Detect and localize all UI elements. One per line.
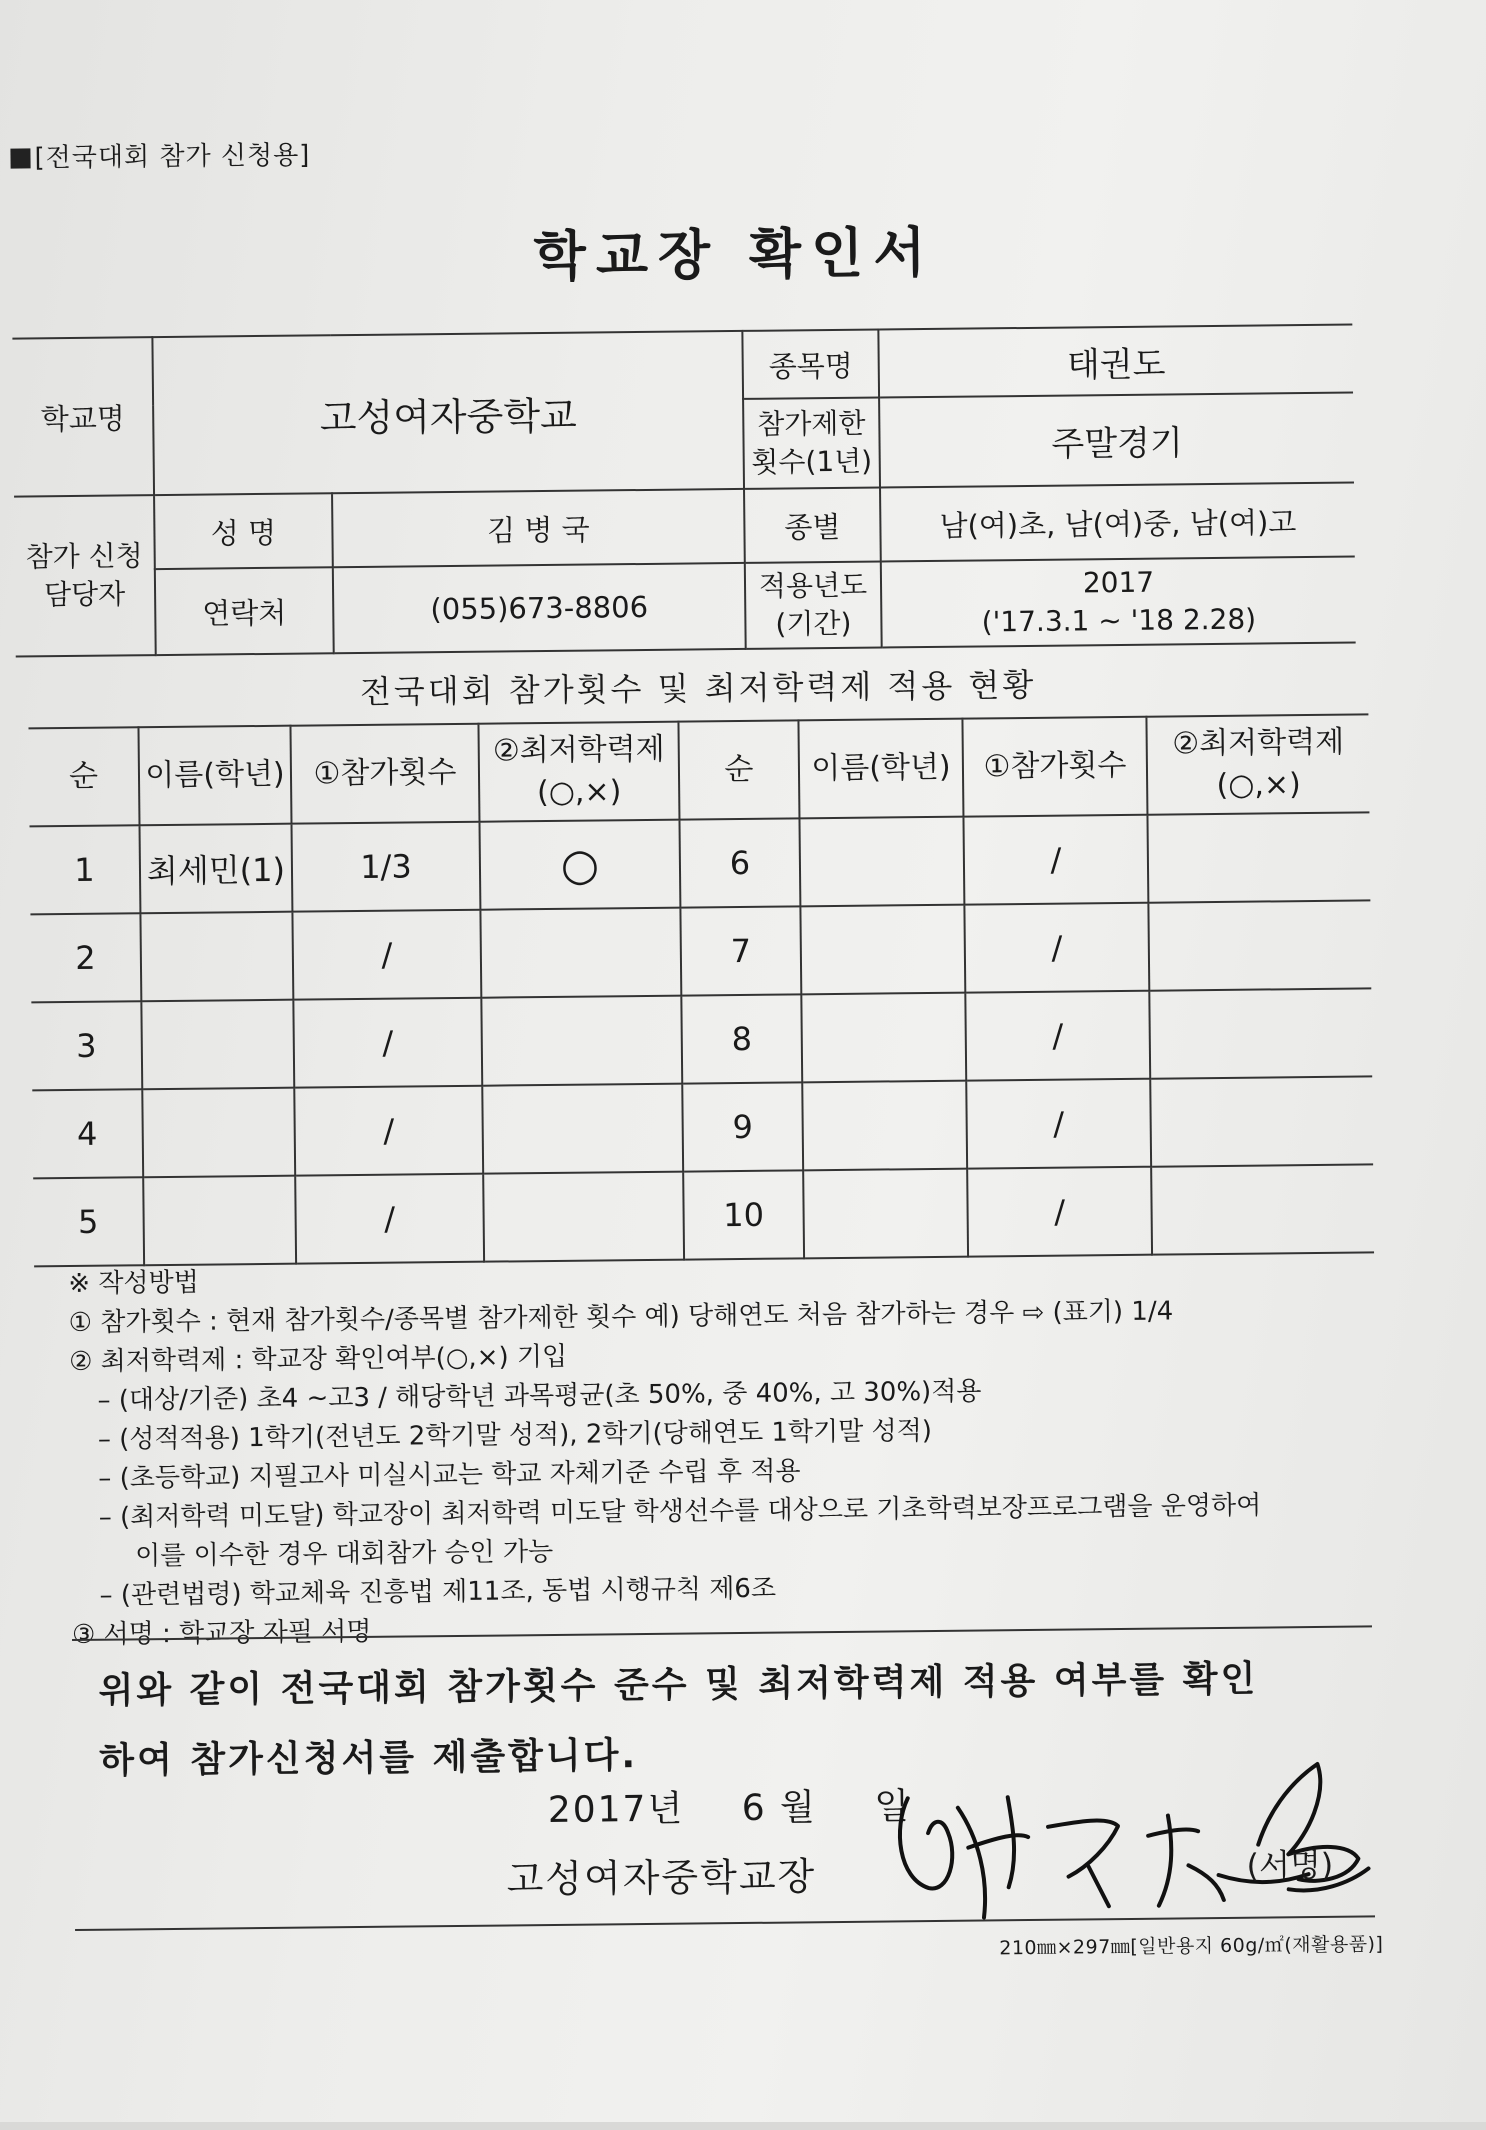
limit-value: 주말경기 xyxy=(879,393,1354,488)
row-count: / xyxy=(295,1174,484,1264)
square-bullet-icon xyxy=(10,148,30,168)
note-2-sub-5: – (관련법령) 학교체육 진흥법 제11조, 동법 시행규칙 제6조 xyxy=(99,1573,777,1611)
statement-line-2: 하여 참가신청서를 제출합니다. xyxy=(99,1735,639,1782)
note-2: ② 최저학력제 : 학교장 확인여부(○,×) 기입 xyxy=(68,1341,568,1378)
document-title: 학교장 확인서 xyxy=(533,220,936,289)
note-2-sub-3: – (초등학교) 지필고사 미실시교는 학교 자체기준 수립 후 적용 xyxy=(98,1456,801,1494)
status-caption: 전국대회 참가횟수 및 최저학력제 적용 현황 xyxy=(28,645,1369,728)
row-mark xyxy=(1147,812,1370,902)
row-mark xyxy=(1148,900,1371,990)
row-count: / xyxy=(965,991,1150,1081)
year-value: 2017 xyxy=(1082,565,1155,600)
instructions xyxy=(68,1251,1392,1655)
category-label: 종별 xyxy=(744,488,881,563)
row-mark xyxy=(480,908,681,998)
row-mark xyxy=(483,1172,684,1262)
date-month: 6 월 xyxy=(741,1787,818,1830)
table-row xyxy=(33,1164,1374,1266)
note-2-sub-1: – (대상/기준) 초4 ~고3 / 해당학년 과목평균(초 50%, 중 40%, 고 30%)적용 xyxy=(97,1376,982,1416)
row-count: / xyxy=(294,1086,483,1176)
status-table xyxy=(28,645,1374,1267)
row-no: 10 xyxy=(683,1170,804,1259)
name-label: 성 명 xyxy=(154,493,333,569)
note-2-sub-4: – (최저학력 미도달) 학교장이 최저학력 미도달 학생선수를 대상으로 기초학력보장프로그램을 운영하여 xyxy=(98,1490,1262,1533)
header-no: 순 xyxy=(678,720,799,819)
row-count: / xyxy=(963,815,1148,905)
row-count: / xyxy=(966,1079,1151,1169)
row-name xyxy=(801,993,966,1083)
note-3: ③ 서명 : 학교장 자필 서명 xyxy=(71,1616,372,1651)
table-row xyxy=(31,988,1372,1090)
header-name: 이름(학년) xyxy=(798,719,963,819)
row-name xyxy=(803,1169,968,1259)
notes-heading: ※ 작성방법 xyxy=(68,1267,199,1300)
row-name xyxy=(800,905,965,995)
info-table xyxy=(12,324,1355,658)
row-mark xyxy=(1150,1076,1373,1166)
header-mark: ②최저학력제 (○,×) xyxy=(478,722,679,822)
header-name: 이름(학년) xyxy=(138,726,291,826)
signature-mark: (서명) xyxy=(1246,1845,1334,1885)
name-value: 김 병 국 xyxy=(332,489,745,567)
row-mark: ○ xyxy=(479,820,680,910)
school-name: 고성여자중학교 xyxy=(152,331,744,495)
note-2-sub-4-cont: 이를 이수한 경우 대회참가 승인 가능 xyxy=(135,1536,554,1572)
row-name: 최세민(1) xyxy=(140,824,293,914)
phone-label: 연락처 xyxy=(155,567,334,655)
row-name xyxy=(802,1081,967,1171)
row-no: 7 xyxy=(680,906,801,995)
event-label: 종목명 xyxy=(742,330,879,399)
table-row xyxy=(32,1076,1373,1178)
limit-label: 참가제한 횟수(1년) xyxy=(743,398,880,489)
row-mark xyxy=(481,996,682,1086)
row-count: / xyxy=(964,903,1149,993)
row-name xyxy=(799,817,964,907)
row-name xyxy=(141,1000,294,1090)
contact-group-label: 참가 신청 담당자 xyxy=(14,495,156,656)
paper-spec: 210㎜×297㎜[일반용지 60g/㎡(재활용품)] xyxy=(999,1933,1384,1960)
row-no: 4 xyxy=(32,1089,143,1178)
event-value: 태권도 xyxy=(878,325,1353,398)
form-tag xyxy=(10,134,310,174)
signer-name: 고성여자중학교장 xyxy=(506,1854,817,1902)
header-count: ①참가횟수 xyxy=(290,724,479,824)
year-label: 적용년도 (기간) xyxy=(745,561,882,648)
row-count: 1/3 xyxy=(292,822,481,912)
header-mark: ②최저학력제 (○,×) xyxy=(1146,714,1369,814)
row-count: / xyxy=(967,1167,1152,1257)
row-name xyxy=(142,1088,295,1178)
row-no: 6 xyxy=(679,818,800,907)
row-count: / xyxy=(292,910,481,1000)
row-mark xyxy=(482,1084,683,1174)
year-cell xyxy=(881,557,1356,648)
row-no: 2 xyxy=(30,913,141,1002)
date-year: 2017년 xyxy=(547,1788,685,1832)
row-mark xyxy=(1151,1164,1374,1254)
note-2-sub-2: – (성적적용) 1학기(전년도 2학기말 성적), 2학기(당해연도 1학기말 성적) xyxy=(97,1416,933,1455)
row-name xyxy=(140,912,293,1002)
row-no: 9 xyxy=(682,1082,803,1171)
row-no: 1 xyxy=(30,825,141,914)
signature-icon xyxy=(887,1733,1389,1928)
header-no: 순 xyxy=(28,727,139,826)
table-row xyxy=(30,900,1371,1002)
category-value: 남(여)초, 남(여)중, 남(여)고 xyxy=(880,483,1355,562)
row-mark xyxy=(1149,988,1372,1078)
note-1: ① 참가횟수 : 현재 참가횟수/종목별 참가제한 횟수 예) 당해연도 처음 참가하는 경우 ⇨ (표기) 1/4 xyxy=(68,1296,1174,1339)
statement-line-1: 위와 같이 전국대회 참가횟수 준수 및 최저학력제 적용 여부를 확인 xyxy=(98,1658,1259,1712)
form-tag-text: [전국대회 참가 신청용] xyxy=(34,140,311,174)
row-name xyxy=(143,1176,296,1266)
row-no: 3 xyxy=(31,1001,142,1090)
date-day: 일 xyxy=(874,1786,912,1828)
row-no: 5 xyxy=(33,1177,144,1266)
phone-value: (055)673-8806 xyxy=(333,563,746,653)
school-label: 학교명 xyxy=(12,337,154,496)
row-no: 8 xyxy=(681,994,802,1083)
header-count: ①참가횟수 xyxy=(962,717,1147,817)
table-row xyxy=(30,812,1371,914)
year-period: ('17.3.1 ~ '18 2.28) xyxy=(981,602,1257,639)
row-count: / xyxy=(293,998,482,1088)
